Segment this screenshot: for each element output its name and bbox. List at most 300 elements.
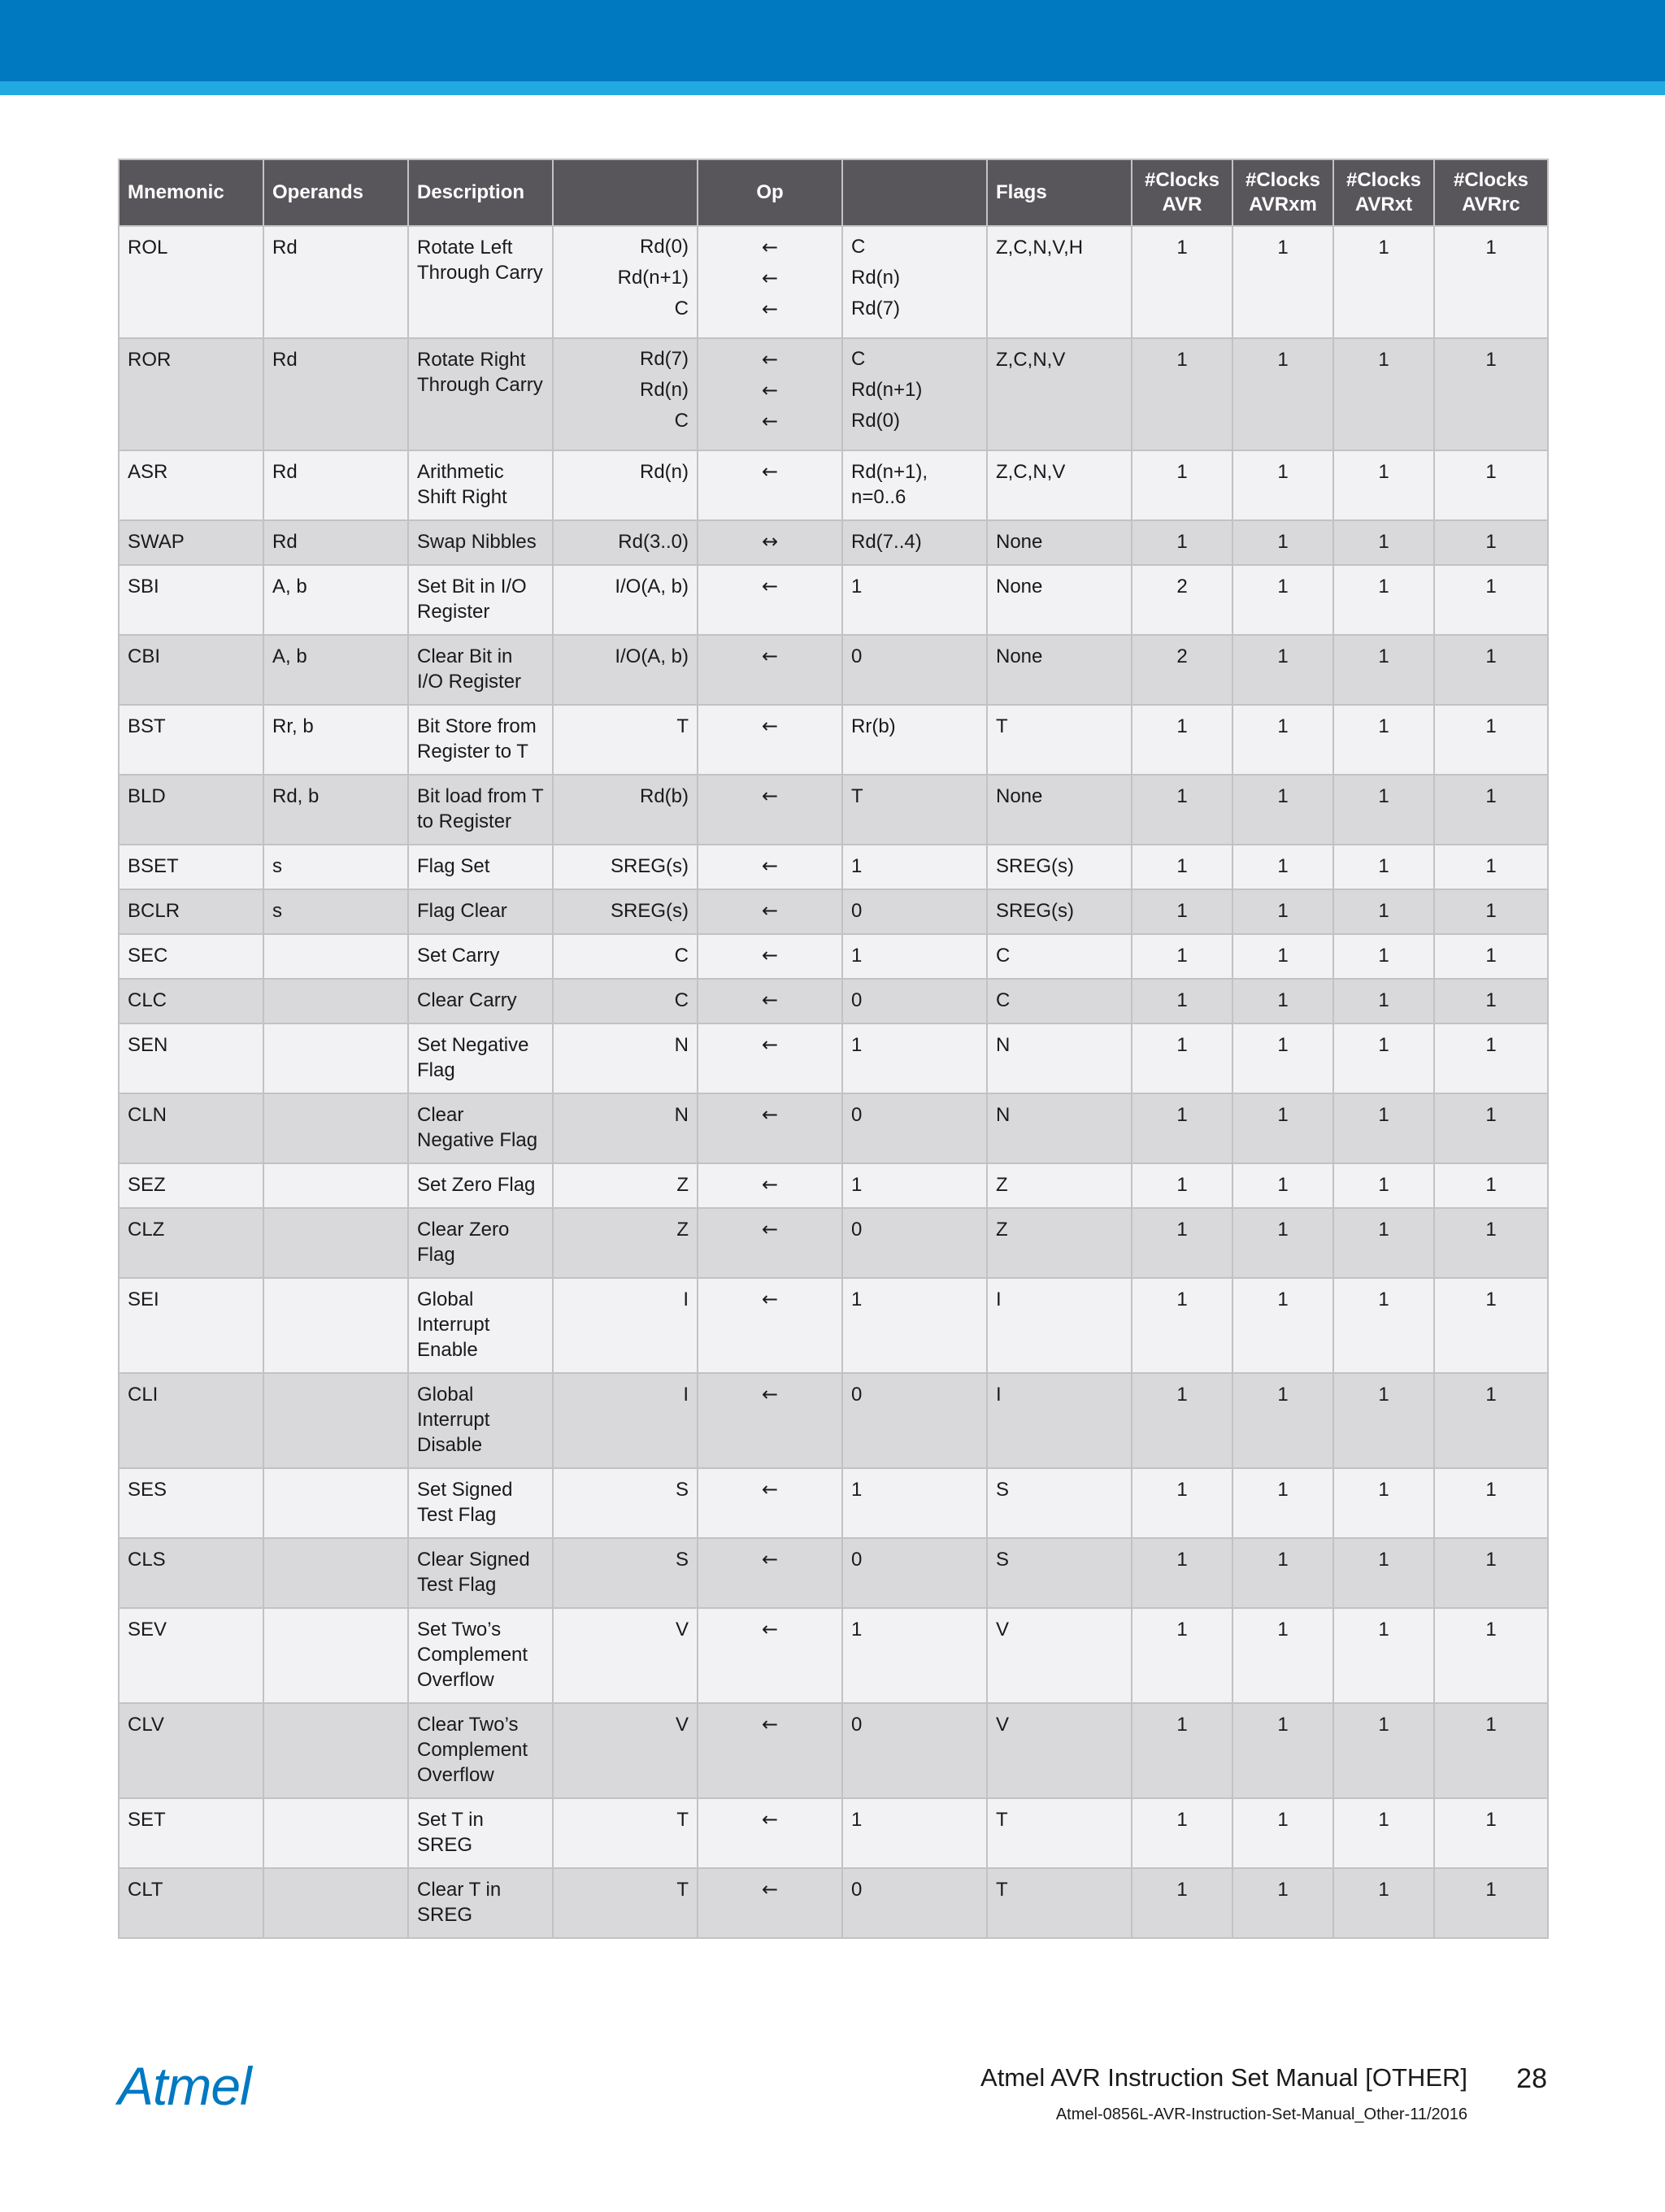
cell-mnemonic: CLI (119, 1373, 263, 1468)
cell-clocks-avrxt: 1 (1333, 889, 1434, 934)
cell-clocks-avrxm: 1 (1232, 845, 1333, 889)
header-op-blank-right (842, 159, 987, 226)
cell-op-target (553, 338, 698, 450)
table-row (119, 1163, 1548, 1208)
cell-op-arrow: ← (698, 705, 842, 775)
cell-clocks-avr: 1 (1132, 1538, 1232, 1608)
cell-clocks-avr: 1 (1132, 1703, 1232, 1798)
cell-op-target: T (553, 1868, 698, 1938)
cell-clocks-avrxm: 1 (1232, 520, 1333, 565)
cell-description: Bit Store from Register to T (408, 705, 553, 775)
atmel-logo: Atmel (118, 2056, 251, 2116)
cell-operands: Rr, b (263, 705, 408, 775)
table-row (119, 1538, 1548, 1608)
cell-clocks-avrxt: 1 (1333, 635, 1434, 705)
cell-flags: Z,C,N,V,H (987, 226, 1132, 338)
cell-operands (263, 1208, 408, 1278)
cell-mnemonic: BSET (119, 845, 263, 889)
table-row (119, 1608, 1548, 1703)
cell-clocks-avrxm: 1 (1232, 1093, 1333, 1163)
cell-description: Set Negative Flag (408, 1023, 553, 1093)
cell-flags: N (987, 1093, 1132, 1163)
cell-op-source: T (842, 775, 987, 845)
cell-clocks-avrrc: 1 (1434, 1798, 1548, 1868)
cell-clocks-avrrc: 1 (1434, 775, 1548, 845)
cell-description: Clear Carry (408, 979, 553, 1023)
table-row (119, 1208, 1548, 1278)
table-header-row (119, 159, 1548, 226)
cell-op-target: N (553, 1023, 698, 1093)
cell-op-arrow-line: ← (761, 236, 779, 259)
cell-op-target-line: Rd(n) (639, 379, 689, 401)
cell-op-source-line: Rd(0) (851, 410, 901, 432)
cell-clocks-avr: 2 (1132, 565, 1232, 635)
cell-clocks-avr: 1 (1132, 338, 1232, 450)
cell-clocks-avrrc: 1 (1434, 934, 1548, 979)
cell-clocks-avrrc: 1 (1434, 1023, 1548, 1093)
cell-clocks-avr: 1 (1132, 1868, 1232, 1938)
cell-operands: A, b (263, 635, 408, 705)
cell-operands (263, 979, 408, 1023)
cell-description: Clear Zero Flag (408, 1208, 553, 1278)
cell-op-source (842, 338, 987, 450)
header-clocks-avrrc: #Clocks AVRrc (1434, 159, 1548, 226)
cell-description: Rotate Left Through Carry (408, 226, 553, 338)
cell-op-arrow: ← (698, 1373, 842, 1468)
cell-op-arrow: ← (698, 934, 842, 979)
cell-op-source-line: C (851, 236, 866, 258)
cell-operands: Rd (263, 226, 408, 338)
cell-clocks-avrxm: 1 (1232, 705, 1333, 775)
cell-description: Clear T in SREG (408, 1868, 553, 1938)
cell-flags: S (987, 1538, 1132, 1608)
cell-clocks-avr: 1 (1132, 450, 1232, 520)
document-code: Atmel-0856L-AVR-Instruction-Set-Manual_Other-11/2016 (1055, 2106, 1467, 2123)
cell-clocks-avrxt: 1 (1333, 1278, 1434, 1373)
cell-clocks-avr: 1 (1132, 1468, 1232, 1538)
cell-op-arrow: ← (698, 1608, 842, 1703)
cell-description: Arithmetic Shift Right (408, 450, 553, 520)
cell-clocks-avrxt: 1 (1333, 1608, 1434, 1703)
table-row (119, 1093, 1548, 1163)
cell-op-arrow: ← (698, 450, 842, 520)
cell-clocks-avr: 1 (1132, 889, 1232, 934)
cell-op-arrow: ← (698, 1468, 842, 1538)
cell-flags: Z,C,N,V (987, 338, 1132, 450)
cell-clocks-avrxm: 1 (1232, 450, 1333, 520)
cell-clocks-avrxt: 1 (1333, 979, 1434, 1023)
cell-op-arrow: ← (698, 1868, 842, 1938)
document-title: Atmel AVR Instruction Set Manual [OTHER] (980, 2063, 1467, 2092)
cell-mnemonic: CLT (119, 1868, 263, 1938)
cell-op-target: I (553, 1373, 698, 1468)
cell-mnemonic: ASR (119, 450, 263, 520)
cell-description: Bit load from T to Register (408, 775, 553, 845)
table-row (119, 338, 1548, 450)
cell-op-source: 0 (842, 1373, 987, 1468)
table-row (119, 1703, 1548, 1798)
cell-mnemonic: SEN (119, 1023, 263, 1093)
cell-clocks-avrxt: 1 (1333, 1208, 1434, 1278)
cell-op-target-line: Rd(n+1) (617, 267, 689, 289)
cell-flags: None (987, 520, 1132, 565)
cell-clocks-avr: 1 (1132, 705, 1232, 775)
cell-mnemonic: CBI (119, 635, 263, 705)
cell-op-arrow-line: ← (761, 348, 779, 371)
cell-operands (263, 1023, 408, 1093)
cell-flags: None (987, 635, 1132, 705)
cell-operands: Rd (263, 520, 408, 565)
table-row (119, 635, 1548, 705)
cell-op-source: 1 (842, 565, 987, 635)
cell-operands: A, b (263, 565, 408, 635)
cell-mnemonic: CLV (119, 1703, 263, 1798)
cell-clocks-avrxm: 1 (1232, 1608, 1333, 1703)
cell-op-target: V (553, 1608, 698, 1703)
cell-op-target-line: Rd(7) (639, 348, 689, 370)
cell-clocks-avrxm: 1 (1232, 1208, 1333, 1278)
cell-op-target: T (553, 1798, 698, 1868)
cell-op-target: I/O(A, b) (553, 565, 698, 635)
cell-clocks-avrxt: 1 (1333, 934, 1434, 979)
cell-operands (263, 1373, 408, 1468)
cell-flags: I (987, 1278, 1132, 1373)
cell-clocks-avr: 1 (1132, 1278, 1232, 1373)
cell-op-source: 1 (842, 1163, 987, 1208)
cell-mnemonic: SET (119, 1798, 263, 1868)
cell-mnemonic: BLD (119, 775, 263, 845)
cell-clocks-avrxm: 1 (1232, 1023, 1333, 1093)
cell-description: Set Bit in I/O Register (408, 565, 553, 635)
cell-operands (263, 1608, 408, 1703)
cell-operands (263, 1468, 408, 1538)
table-row (119, 845, 1548, 889)
cell-op-arrow: ← (698, 1163, 842, 1208)
cell-clocks-avrxt: 1 (1333, 338, 1434, 450)
cell-clocks-avrxm: 1 (1232, 565, 1333, 635)
cell-mnemonic: SBI (119, 565, 263, 635)
cell-operands (263, 1703, 408, 1798)
cell-description: Clear Bit in I/O Register (408, 635, 553, 705)
cell-flags: T (987, 705, 1132, 775)
cell-clocks-avrrc: 1 (1434, 1868, 1548, 1938)
cell-operands: s (263, 889, 408, 934)
cell-clocks-avrrc: 1 (1434, 1208, 1548, 1278)
cell-op-source-line: Rd(n) (851, 267, 901, 289)
cell-operands (263, 1798, 408, 1868)
cell-op-target: Rd(n) (553, 450, 698, 520)
cell-op-target (553, 226, 698, 338)
cell-description: Global Interrupt Disable (408, 1373, 553, 1468)
cell-flags: SREG(s) (987, 889, 1132, 934)
cell-op-arrow: ← (698, 1208, 842, 1278)
cell-clocks-avrxt: 1 (1333, 1538, 1434, 1608)
cell-op-target: SREG(s) (553, 889, 698, 934)
cell-operands (263, 1093, 408, 1163)
cell-op-source: 1 (842, 934, 987, 979)
cell-clocks-avrrc: 1 (1434, 338, 1548, 450)
cell-operands: Rd, b (263, 775, 408, 845)
cell-description: Set Two’s Complement Overflow (408, 1608, 553, 1703)
cell-op-target: C (553, 934, 698, 979)
table-row (119, 1468, 1548, 1538)
cell-clocks-avrxm: 1 (1232, 1278, 1333, 1373)
cell-description: Set T in SREG (408, 1798, 553, 1868)
cell-clocks-avrxm: 1 (1232, 1373, 1333, 1468)
cell-op-arrow: ← (698, 1023, 842, 1093)
header-operands: Operands (263, 159, 408, 226)
cell-op-arrow (698, 338, 842, 450)
cell-flags: C (987, 934, 1132, 979)
cell-clocks-avr: 1 (1132, 1208, 1232, 1278)
cell-op-target: V (553, 1703, 698, 1798)
cell-op-arrow (698, 226, 842, 338)
cell-op-source: Rr(b) (842, 705, 987, 775)
table-row (119, 934, 1548, 979)
cell-description: Clear Signed Test Flag (408, 1538, 553, 1608)
cell-flags: V (987, 1703, 1132, 1798)
cell-op-target: C (553, 979, 698, 1023)
cell-clocks-avrxm: 1 (1232, 1703, 1333, 1798)
cell-flags: Z (987, 1208, 1132, 1278)
cell-flags: N (987, 1023, 1132, 1093)
cell-op-arrow: ↔ (698, 520, 842, 565)
header-mnemonic: Mnemonic (119, 159, 263, 226)
table-row (119, 1373, 1548, 1468)
cell-op-arrow: ← (698, 1538, 842, 1608)
cell-clocks-avrxt: 1 (1333, 775, 1434, 845)
cell-clocks-avrxm: 1 (1232, 635, 1333, 705)
cell-clocks-avrxt: 1 (1333, 845, 1434, 889)
cell-description: Set Carry (408, 934, 553, 979)
cell-clocks-avrrc: 1 (1434, 1163, 1548, 1208)
page-number: 28 (1516, 2063, 1547, 2094)
cell-mnemonic: SEZ (119, 1163, 263, 1208)
cell-op-arrow: ← (698, 565, 842, 635)
table-row (119, 520, 1548, 565)
cell-description: Clear Two’s Complement Overflow (408, 1703, 553, 1798)
cell-clocks-avr: 1 (1132, 1163, 1232, 1208)
cell-clocks-avrxt: 1 (1333, 1468, 1434, 1538)
cell-flags: None (987, 775, 1132, 845)
cell-clocks-avrxm: 1 (1232, 979, 1333, 1023)
cell-mnemonic: BCLR (119, 889, 263, 934)
cell-description: Swap Nibbles (408, 520, 553, 565)
cell-clocks-avrxm: 1 (1232, 934, 1333, 979)
cell-flags: I (987, 1373, 1132, 1468)
header-clocks-avrxt: #Clocks AVRxt (1333, 159, 1434, 226)
cell-operands (263, 1163, 408, 1208)
cell-operands (263, 1868, 408, 1938)
cell-op-source-line: Rd(n+1) (851, 379, 923, 401)
cell-mnemonic: SES (119, 1468, 263, 1538)
cell-clocks-avr: 1 (1132, 845, 1232, 889)
cell-op-target-line: C (674, 298, 689, 319)
cell-op-arrow-line: ← (761, 267, 779, 289)
cell-mnemonic: CLS (119, 1538, 263, 1608)
cell-clocks-avr: 2 (1132, 635, 1232, 705)
cell-op-source: 0 (842, 1868, 987, 1938)
table-row (119, 1278, 1548, 1373)
cell-op-source (842, 226, 987, 338)
cell-clocks-avrrc: 1 (1434, 1468, 1548, 1538)
cell-mnemonic: BST (119, 705, 263, 775)
cell-op-arrow: ← (698, 979, 842, 1023)
instruction-table (118, 159, 1549, 1939)
cell-op-target: I/O(A, b) (553, 635, 698, 705)
cell-operands: s (263, 845, 408, 889)
cell-op-source: 1 (842, 1278, 987, 1373)
cell-op-target: T (553, 705, 698, 775)
cell-op-target: S (553, 1538, 698, 1608)
cell-op-target: SREG(s) (553, 845, 698, 889)
table-row (119, 1023, 1548, 1093)
cell-op-source: Rd(n+1), n=0..6 (842, 450, 987, 520)
cell-op-source: 1 (842, 845, 987, 889)
cell-flags: T (987, 1868, 1132, 1938)
cell-flags: C (987, 979, 1132, 1023)
cell-description: Set Signed Test Flag (408, 1468, 553, 1538)
cell-op-arrow: ← (698, 1093, 842, 1163)
cell-description: Rotate Right Through Carry (408, 338, 553, 450)
cell-clocks-avr: 1 (1132, 1608, 1232, 1703)
cell-flags: Z,C,N,V (987, 450, 1132, 520)
cell-op-target: I (553, 1278, 698, 1373)
table-row (119, 1798, 1548, 1868)
cell-op-source: 0 (842, 889, 987, 934)
cell-clocks-avrrc: 1 (1434, 845, 1548, 889)
cell-operands (263, 934, 408, 979)
cell-clocks-avrrc: 1 (1434, 979, 1548, 1023)
cell-operands: Rd (263, 338, 408, 450)
cell-op-source: 1 (842, 1023, 987, 1093)
cell-op-target-line: Rd(0) (639, 236, 689, 258)
cell-clocks-avrxm: 1 (1232, 1868, 1333, 1938)
cell-clocks-avr: 1 (1132, 775, 1232, 845)
cell-op-source: 0 (842, 1208, 987, 1278)
cell-clocks-avrrc: 1 (1434, 1093, 1548, 1163)
cell-mnemonic: ROR (119, 338, 263, 450)
cell-op-target: Rd(3..0) (553, 520, 698, 565)
cell-clocks-avr: 1 (1132, 1373, 1232, 1468)
cell-mnemonic: SWAP (119, 520, 263, 565)
cell-clocks-avrrc: 1 (1434, 1703, 1548, 1798)
cell-mnemonic: CLZ (119, 1208, 263, 1278)
table-row (119, 226, 1548, 338)
cell-clocks-avrxt: 1 (1333, 1023, 1434, 1093)
cell-clocks-avrxm: 1 (1232, 889, 1333, 934)
cell-op-arrow-line: ← (761, 379, 779, 402)
cell-op-source: 0 (842, 1703, 987, 1798)
cell-mnemonic: CLN (119, 1093, 263, 1163)
table-row (119, 565, 1548, 635)
cell-mnemonic: ROL (119, 226, 263, 338)
cell-op-source-line: Rd(7) (851, 298, 901, 319)
cell-clocks-avr: 1 (1132, 979, 1232, 1023)
cell-clocks-avrxt: 1 (1333, 565, 1434, 635)
cell-mnemonic: SEV (119, 1608, 263, 1703)
cell-flags: V (987, 1608, 1132, 1703)
cell-clocks-avrrc: 1 (1434, 565, 1548, 635)
cell-clocks-avr: 1 (1132, 934, 1232, 979)
cell-op-arrow: ← (698, 635, 842, 705)
cell-clocks-avrxm: 1 (1232, 775, 1333, 845)
header-clocks-avr: #Clocks AVR (1132, 159, 1232, 226)
table-row (119, 450, 1548, 520)
cell-op-target: S (553, 1468, 698, 1538)
cell-flags: S (987, 1468, 1132, 1538)
cell-op-target: N (553, 1093, 698, 1163)
cell-op-source: 0 (842, 979, 987, 1023)
cell-clocks-avrxt: 1 (1333, 450, 1434, 520)
table-row (119, 979, 1548, 1023)
cell-flags: None (987, 565, 1132, 635)
cell-clocks-avrrc: 1 (1434, 705, 1548, 775)
cell-operands (263, 1538, 408, 1608)
cell-clocks-avr: 1 (1132, 1093, 1232, 1163)
cell-mnemonic: CLC (119, 979, 263, 1023)
cell-op-source: 1 (842, 1798, 987, 1868)
cell-op-source: 0 (842, 1093, 987, 1163)
cell-mnemonic: SEC (119, 934, 263, 979)
cell-clocks-avrxt: 1 (1333, 1868, 1434, 1938)
cell-clocks-avrrc: 1 (1434, 1538, 1548, 1608)
cell-clocks-avrrc: 1 (1434, 635, 1548, 705)
cell-clocks-avrrc: 1 (1434, 1608, 1548, 1703)
cell-clocks-avrxt: 1 (1333, 1798, 1434, 1868)
cell-clocks-avrxt: 1 (1333, 1093, 1434, 1163)
cell-op-arrow: ← (698, 1798, 842, 1868)
cell-op-target: Z (553, 1163, 698, 1208)
cell-clocks-avrxt: 1 (1333, 1373, 1434, 1468)
cell-description: Flag Clear (408, 889, 553, 934)
cell-op-arrow: ← (698, 889, 842, 934)
cell-clocks-avrxm: 1 (1232, 226, 1333, 338)
cell-op-arrow: ← (698, 845, 842, 889)
header-band (0, 0, 1665, 81)
header-stripe (0, 81, 1665, 95)
cell-op-target: Rd(b) (553, 775, 698, 845)
cell-mnemonic: SEI (119, 1278, 263, 1373)
cell-flags: SREG(s) (987, 845, 1132, 889)
cell-clocks-avrrc: 1 (1434, 889, 1548, 934)
header-flags: Flags (987, 159, 1132, 226)
cell-clocks-avrxm: 1 (1232, 1163, 1333, 1208)
table-row (119, 1868, 1548, 1938)
cell-clocks-avrxm: 1 (1232, 1798, 1333, 1868)
cell-operands (263, 1278, 408, 1373)
cell-clocks-avrrc: 1 (1434, 226, 1548, 338)
header-description: Description (408, 159, 553, 226)
cell-op-source: 0 (842, 635, 987, 705)
table-row (119, 775, 1548, 845)
cell-clocks-avrxm: 1 (1232, 1468, 1333, 1538)
cell-clocks-avr: 1 (1132, 226, 1232, 338)
cell-op-target-line: C (674, 410, 689, 432)
header-clocks-avrxm: #Clocks AVRxm (1232, 159, 1333, 226)
cell-op-arrow: ← (698, 775, 842, 845)
cell-clocks-avrrc: 1 (1434, 1373, 1548, 1468)
table-row (119, 705, 1548, 775)
cell-op-arrow-line: ← (761, 410, 779, 432)
cell-clocks-avrxt: 1 (1333, 520, 1434, 565)
cell-op-source: 1 (842, 1468, 987, 1538)
header-op: Op (698, 159, 842, 226)
cell-description: Flag Set (408, 845, 553, 889)
cell-clocks-avrxt: 1 (1333, 1703, 1434, 1798)
cell-clocks-avr: 1 (1132, 1798, 1232, 1868)
cell-clocks-avrxt: 1 (1333, 705, 1434, 775)
